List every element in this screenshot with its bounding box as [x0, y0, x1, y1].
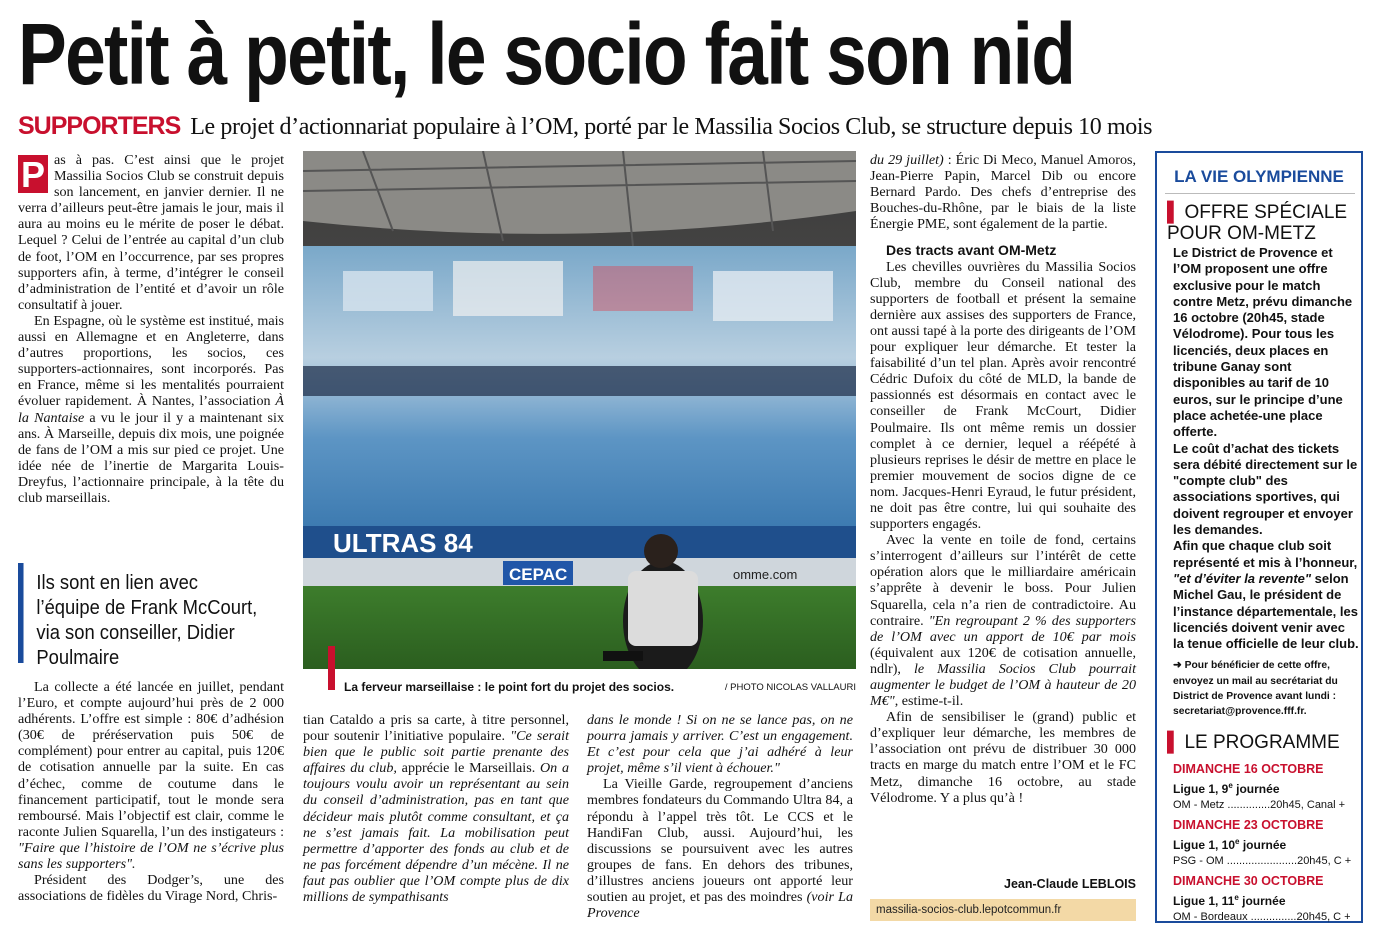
dropcap: P: [18, 155, 48, 193]
program-league: Ligue 1, 10e journée: [1173, 837, 1287, 852]
program-date: DIMANCHE 23 OCTOBRE: [1173, 818, 1324, 832]
text-italic: À la Nantaise: [18, 393, 284, 426]
paragraph: [870, 709, 1136, 806]
text: , estime-t-il.: [894, 693, 964, 710]
program-item: [1173, 873, 1359, 926]
program-match: OM - Metz ..............20h45, Canal +: [1173, 799, 1346, 811]
program-item: [1173, 761, 1359, 814]
arrow-icon: ➜: [1173, 660, 1182, 672]
program-match: PSG - OM .......................20h45, C +: [1173, 855, 1352, 867]
text: Président des Dodger’s, une des associations de fidèles du Virage Nord, Chris-: [18, 872, 284, 905]
paragraph: [18, 313, 284, 506]
text-italic: du 29 juillet): [870, 152, 944, 168]
column-1-bottom: [18, 679, 284, 904]
text: : Éric Di Meco, Manuel Amoros, Jean-Pierre Papin, Marcel Dib ou encore Bernard Pardo. Des chefs d’entreprise des Bouches-du-Rhône, par le biais de la liste Énergie PME, sont également de la partie.: [870, 152, 1136, 233]
paragraph: [870, 152, 1136, 232]
offer-note: [1173, 658, 1359, 719]
program-league: Ligue 1, 11e journée: [1173, 893, 1286, 908]
program-heading-text: LE PROGRAMME: [1184, 732, 1340, 753]
stadium-photo: [303, 151, 856, 669]
text-italic: (voir La Provence: [587, 889, 853, 922]
red-marker-icon: ▌: [1167, 202, 1181, 223]
photo-credit: / PHOTO NICOLAS VALLAURI: [724, 682, 856, 693]
text-italic: On a toujours voulu avoir un représentant au sein du conseil d’administration, pas en tant que décideur mais plutôt comme consultant, et ça ne s’est jamais fait. La mobilisation peut permettre d’apporter des fonds au club et de ne pas forcément dépendre d’un mécène. Il ne faut pas oublier que l’OM compte plus de dix millions de sympathisants: [303, 760, 570, 906]
paragraph: [303, 712, 569, 905]
text-italic: "En regroupant 2 % des supporters de l’OM avec un apport de 10€ par mois: [870, 612, 1136, 645]
text: apprécie le Marseillais.: [396, 760, 540, 777]
text: Afin de sensibiliser le (grand) public et d’expliquer leur démarche, les membres de l’association ont prévu de distribuer 30 000 tracts en marge du match entre l’OM et le FC Metz, dimanche 16 octobre, au stade Vélodrome. Y a plus qu’à !: [870, 709, 1136, 806]
text: Afin que chaque club soit représenté et mis à l’honneur,: [1173, 538, 1358, 570]
program-date: DIMANCHE 16 OCTOBRE: [1173, 762, 1324, 776]
text-italic: "Ce serait bien que le public soit partie prenante des affaires du club,: [303, 728, 570, 777]
project-url[interactable]: massilia-socios-club.lepotcommun.fr: [870, 899, 1136, 921]
paragraph: [870, 532, 1136, 709]
offer-heading-text: OFFRE SPÉCIALE POUR OM-METZ: [1167, 202, 1348, 244]
paragraph: [587, 712, 853, 776]
program-heading: [1167, 732, 1340, 753]
text: La collecte a été lancée en juillet, pendant l’Euro, et compte aujourd’hui près de 2 000 adhérents. L’offre est simple : 80€ d’adhésion (30€ de préréservation puis 50€ de complément) pour entrer au capital, puis 120€ de cotisation annuelle par la suite. En cas d’échec, comme de coutume dans le financement participatif, tout le monde sera remboursé. Mais l’objectif est clair, comme le raconte Julien Squarella, l’un des instigateurs :: [18, 679, 284, 840]
text-italic: "et d’éviter la revente": [1173, 570, 1312, 586]
offer-body: [1173, 245, 1359, 719]
text-italic: dans le monde ! Si on ne se lance pas, on ne pourra jamais y arriver. C’est un engagement. Et c’est pour cela que j’ai adhéré à leur projet, même s’il vient à échouer.": [587, 712, 853, 777]
text-italic: le Massilia Socios Club pourrait augmenter le budget de l’OM à hauteur de 20 M€": [870, 660, 1136, 710]
column-4: [870, 152, 1136, 806]
banner-ultras: ULTRAS 84: [333, 528, 473, 558]
program-match: OM - Bordeaux ...............20h45, C +: [1173, 911, 1351, 923]
column-1: [18, 152, 284, 506]
sidebar-vie-olympienne: [1155, 151, 1363, 923]
text: a vu le jour il y a maintenant six ans. À Marseille, depuis dix mois, une poignée de fans de l’OM a mis sur pied ce projet. Une idée née de l’inertie de Margarita Louis-Dreyfus, l’actionnaire principale, à la tête du club marseillais.: [18, 409, 284, 506]
text: as à pas. C’est ainsi que le projet Massilia Socios Club se construit depuis son lancement, en janvier dernier. Il ne verra d’ailleurs peut-être jamais le jour, mais il aura au moins eu le mérite de poser le débat. Lequel ? Celui de l’entrée au capital d’un club de foot, l’OM en l’occurrence, par ses propres supporters afin, à terme, d’intégrer le conseil d’administration de l’entité et d’avoir un rôle consultatif à jouer.: [18, 152, 284, 313]
offer-paragraph: [1173, 538, 1359, 652]
text: selon Michel Gau, le président de l’instance départementale, les licenciés doivent venir avec la tenue officielle de leur club.: [1173, 570, 1359, 652]
program-date: DIMANCHE 30 OCTOBRE: [1173, 874, 1324, 888]
column-3: [587, 712, 853, 921]
program-league: Ligue 1, 9e journée: [1173, 781, 1280, 796]
text: Avec la vente en toile de fond, certains s’interrogent d’ailleurs sur l’intérêt de cette opération alors que le milliardaire américain s’apprête à devenir le boss. Pour Julien Squarella, cela n’a rien de contradictoire. Au contraire.: [870, 532, 1136, 629]
banner-url: omme.com: [733, 567, 798, 582]
paragraph: [18, 679, 284, 872]
text-italic: "Faire que l’histoire de l’OM ne s’écrive plus sans les supporters".: [18, 839, 284, 873]
text: La Vieille Garde, regroupement d’anciens membres fondateurs du Commando Ultra 84, a répondu à l’appel très tôt. Le CCS et le HandiFan Club, aussi. Aujourd’hui, les discussions se poursuivent avec les autres groupes de fans. En dehors des tribunes, d’illustres anciens joueurs ont apporté leur soutien au projet, et pas des moindres: [587, 776, 853, 906]
sidebar-title: LA VIE OLYMPIENNE: [1174, 167, 1344, 186]
paragraph: [870, 259, 1136, 533]
divider: [1165, 193, 1355, 194]
headline: Petit à petit, le socio fait son nid: [18, 6, 1075, 103]
section-subtitle: Des tracts avant OM-Metz: [886, 242, 1057, 259]
kicker-row: [18, 112, 1373, 144]
offer-paragraph: Le coût d’achat des tickets sera débité directement sur le "compte club" des associations sportives, qui doivent regrouper et envoyer les demandes.: [1173, 440, 1358, 538]
offer-paragraph: Le District de Provence et l’OM proposent une offre exclusive pour le match contre Metz, prévu dimanche 16 octobre (20h45, stade Vélodrome). Pour tous les licenciés, deux places en tribune Ganay sont disponibles au tarif de 10 euros, sur le principe d’une place achetée-une place offerte.: [1173, 245, 1353, 440]
text: En Espagne, où le système est institué, mais aussi en Allemagne et en Angleterre, dans d’autres proportions, les socios, ces supporters-actionnaires, sont incorporés. Pas en France, même si les mentalités pourraient évoluer rapidement. À Nantes, l’association: [18, 312, 284, 410]
red-marker-icon: ▌: [1167, 732, 1181, 753]
banner-cepac: CEPAC: [509, 565, 568, 584]
paragraph: [18, 152, 284, 313]
subhead: Le projet d’actionnariat populaire à l’OM, porté par le Massilia Socios Club, se structure depuis 10 mois: [190, 114, 1153, 140]
text: (équivalent aux 120€ de cotisation annuelle, ndlr),: [870, 644, 1136, 677]
paragraph: [18, 872, 284, 904]
column-2: [303, 712, 569, 905]
text: Les chevilles ouvrières du Massilia Socios Club, membre du Conseil national des supporters de football et présent la semaine dernière aux assises des supporters de France, ont aussi tapé à la porte des dirigeants de l’OM pour expliquer leur démarche. Et tester la faisabilité d’un tel plan. Après avoir rencontré Cédric Dufoix du côté de MLD, la bande de passionnés est désormais en contact avec le conseiller de Frank McCourt, Didier Poulmaire. Ils ont même remis un dossier complet à ce dernier, lequel a réépété à plusieurs reprises le désir de mettre en place le premier mouvement de socios digne de ce nom. Jacques-Henri Eyraud, le futur président, ne doit pas être contre, lui qui souhaite des supporters engagés.: [870, 258, 1136, 533]
photo-caption-row: [330, 675, 856, 693]
photo-caption: La ferveur marseillaise : le point fort du projet des socios.: [344, 680, 675, 694]
pull-quote: Ils sont en lien avec l’équipe de Frank McCourt, via son conseiller, Didier Poulmaire: [18, 563, 261, 663]
author-signature: Jean-Claude LEBLOIS: [1004, 877, 1136, 891]
program-list: [1173, 761, 1359, 929]
offer-note-text: Pour bénéficier de cette offre, envoyez un mail au secrétariat du District de Provence avant lundi : secretariat@provence.fff.fr.: [1173, 660, 1338, 718]
text: tian Cataldo a pris sa carte, à titre personnel, pour soutenir l’initiative populaire.: [303, 712, 569, 745]
program-item: [1173, 817, 1359, 870]
paragraph: [587, 776, 853, 921]
offer-heading: [1167, 202, 1357, 244]
kicker: SUPPORTERS: [18, 112, 181, 140]
